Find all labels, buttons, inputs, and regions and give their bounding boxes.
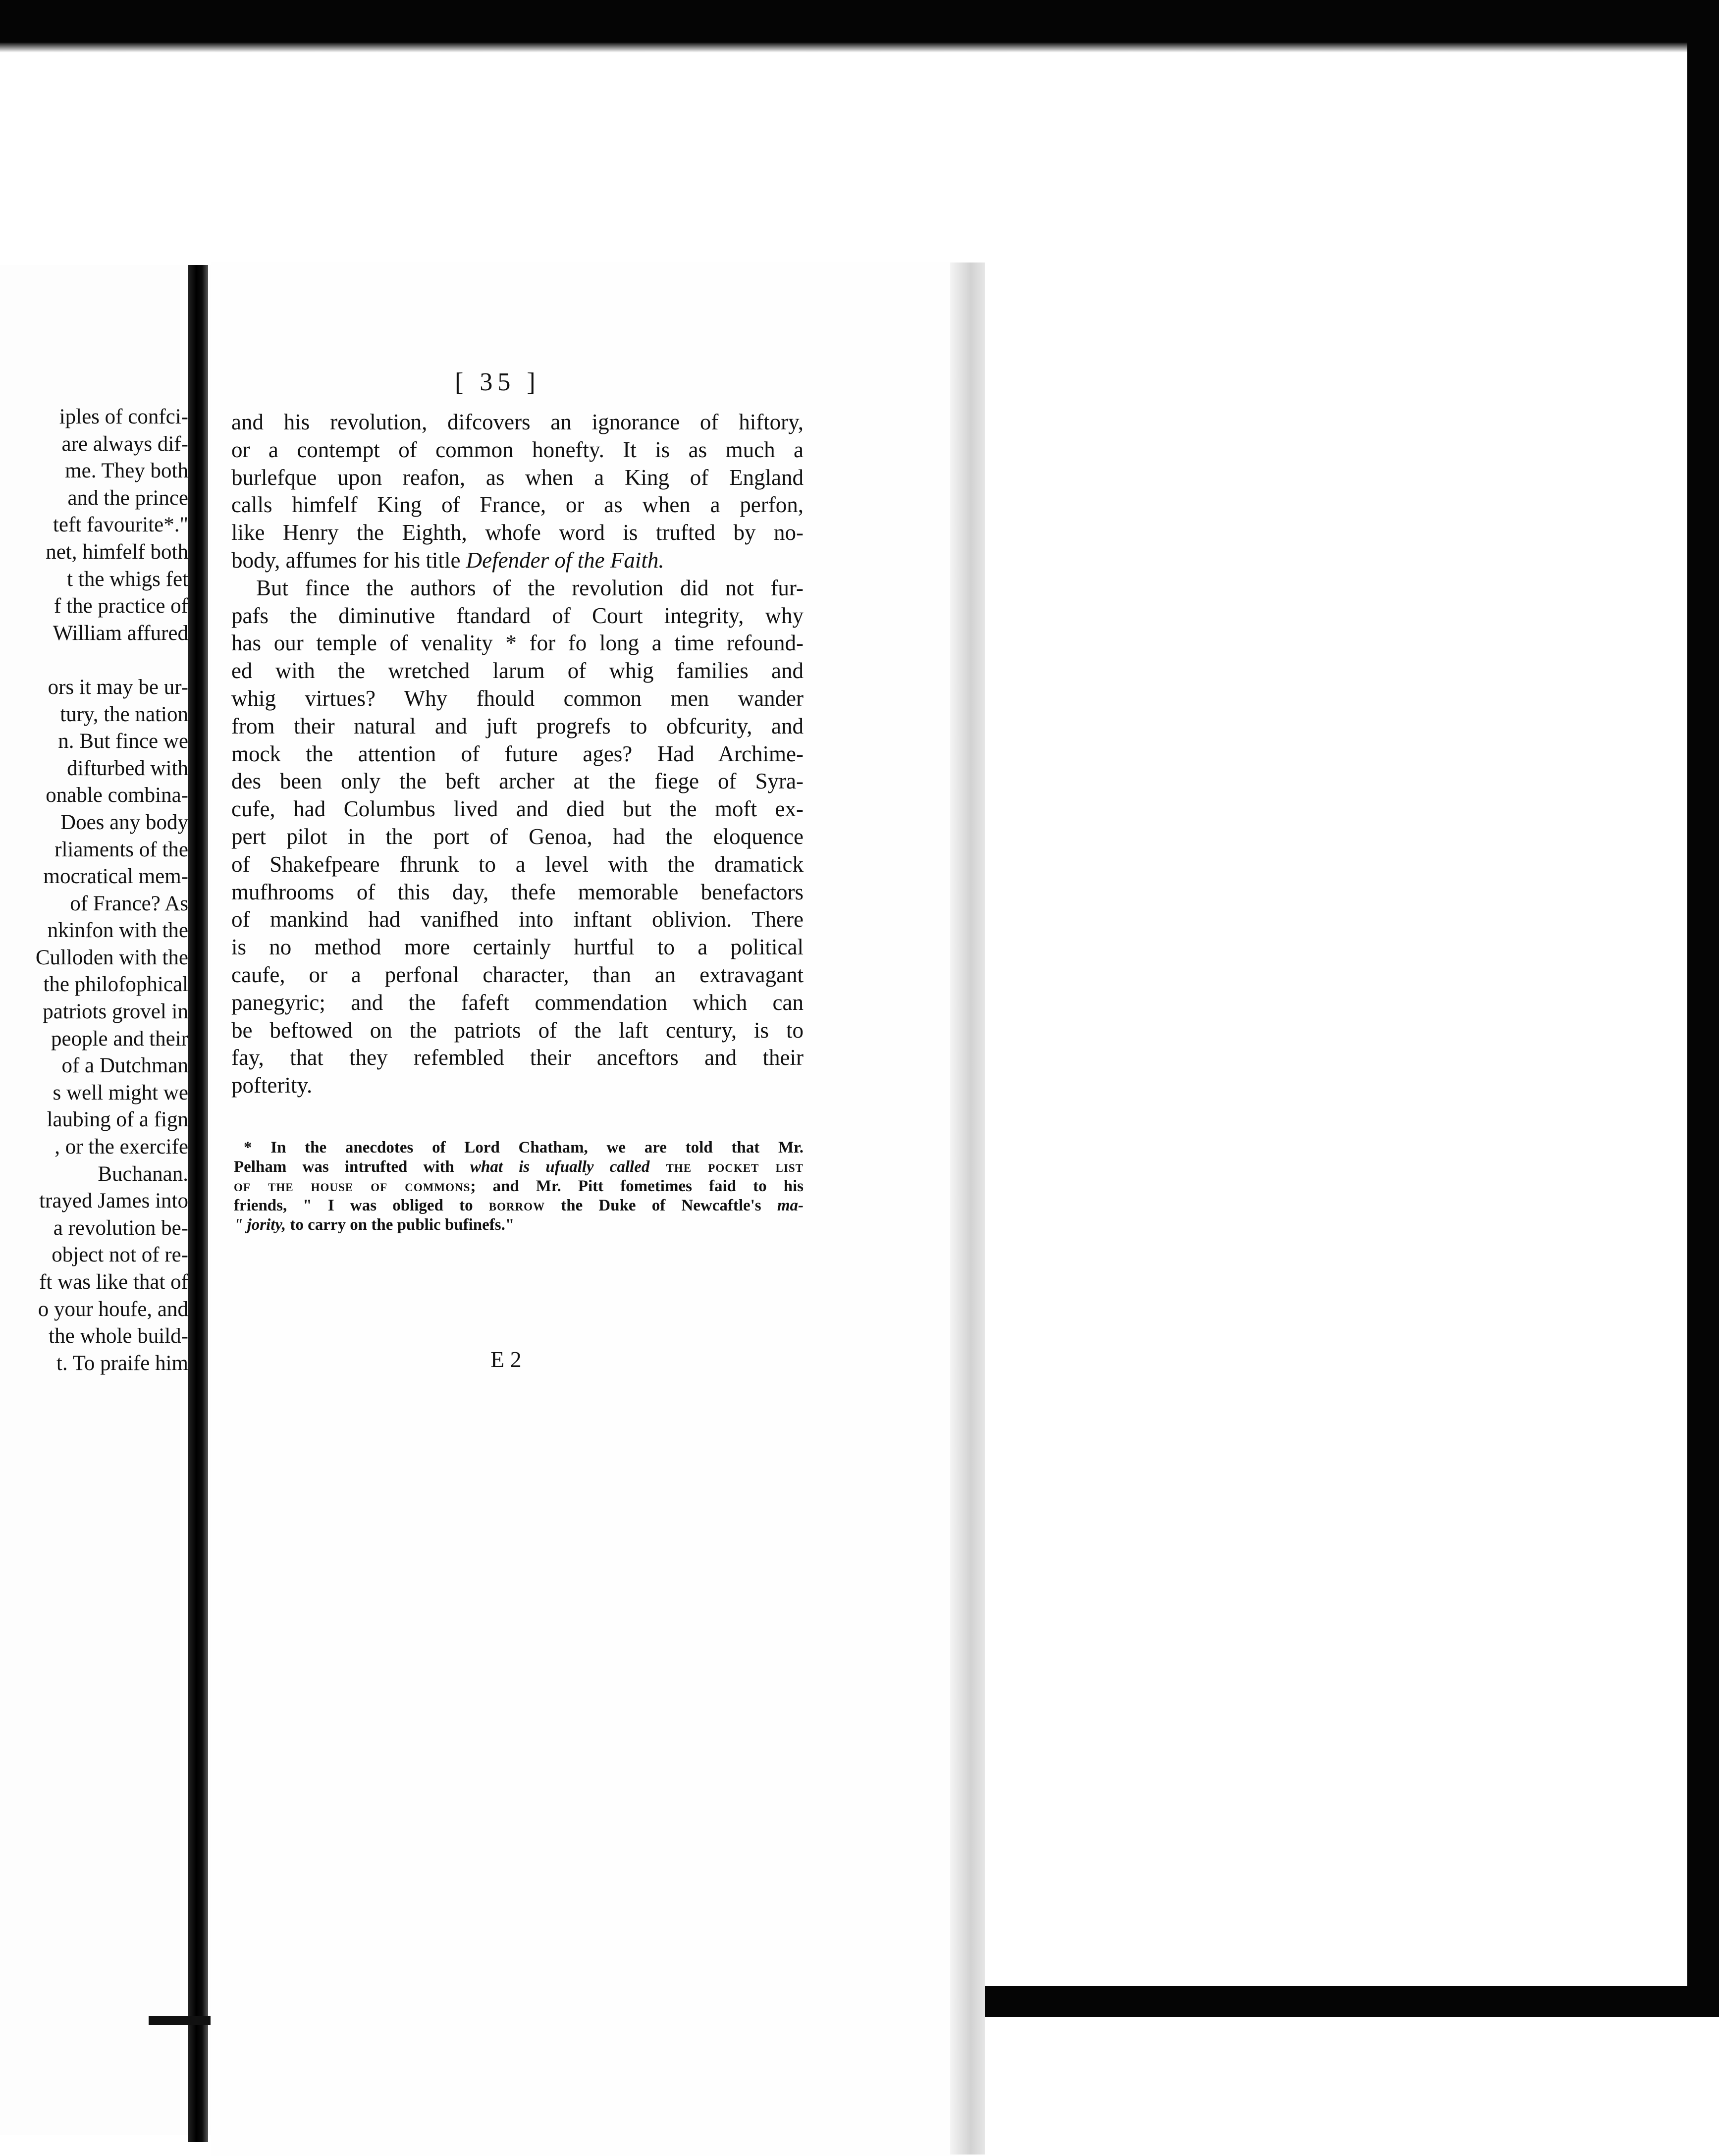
small-caps-run: the pocket list — [649, 1158, 804, 1176]
text-line: be beftowed on the patriots of the laft century, is to — [231, 1017, 804, 1043]
main-text — [231, 409, 804, 1100]
left-text-line: me. They both — [65, 459, 188, 483]
left-text-line: and the prince — [67, 486, 188, 510]
left-text-line: William affured — [53, 621, 188, 645]
book-spine — [188, 265, 208, 2142]
text-line — [231, 547, 804, 575]
left-text-line: laubing of a fign — [47, 1108, 188, 1132]
text-line: caufe, or a perfonal character, than an extravagant — [231, 962, 804, 987]
left-text-line: mocratical mem- — [43, 865, 188, 889]
italic-run: ma- — [777, 1197, 804, 1214]
text-line: whig virtues? Why fhould common men wander — [231, 685, 804, 711]
text-run: ; and Mr. Pitt fometimes faid to his — [470, 1177, 804, 1195]
text-line: pafs the diminutive ftandard of Court integrity, why — [231, 603, 804, 628]
left-text-line: t. To praife him — [56, 1351, 188, 1375]
text-run: to carry on the public bufinefs." — [286, 1216, 515, 1234]
text-line: pofterity. — [231, 1073, 313, 1098]
footnote-line — [234, 1215, 804, 1235]
scan-border-right — [1687, 0, 1719, 2017]
text-line: or a contempt of common honefty. It is as much a — [231, 437, 804, 462]
text-line: des been only the beft archer at the fiege of Syra- — [231, 769, 804, 794]
left-text-line — [0, 647, 188, 674]
text-run: the Duke of Newcaftle's — [545, 1197, 777, 1214]
left-text-line: rliaments of the — [54, 838, 188, 861]
left-text-line: object not of re- — [52, 1243, 188, 1267]
text-line: mock the attention of future ages? Had Archime- — [231, 741, 804, 766]
text-line: burlefque upon reafon, as when a King of England — [231, 465, 804, 490]
text-line: panegyric; and the fafeft commendation which can — [231, 990, 804, 1015]
left-text-line: Does any body — [60, 810, 188, 834]
left-text-line: s well might we — [53, 1081, 188, 1104]
left-text-line: difturbed with — [67, 756, 188, 780]
left-text-line: nkinfon with the — [47, 919, 188, 943]
italic-run: what is ufually called — [470, 1158, 650, 1176]
footnote-line — [234, 1196, 804, 1215]
left-text-line: Culloden with the — [35, 946, 188, 969]
left-text-line: o your houfe, and — [38, 1297, 188, 1321]
text-run: body, affumes for his title — [231, 547, 466, 573]
left-text-line: are always dif- — [61, 432, 188, 456]
left-text-line: tury, the nation — [60, 702, 188, 726]
page-edge — [950, 263, 985, 2155]
scan-border-shadow — [0, 43, 1719, 53]
left-text-line: the whole build- — [49, 1324, 188, 1348]
small-caps-run: of the house of commons — [234, 1177, 471, 1195]
text-line: has our temple of venality * for fo long a time refound- — [231, 631, 804, 656]
footnote — [234, 1138, 804, 1235]
italic-run: " jority, — [234, 1216, 286, 1234]
text-line: like Henry the Eighth, whofe word is trufted by no- — [231, 520, 804, 545]
left-text-line: teft favourite*." — [53, 513, 188, 537]
small-caps-run: borrow — [488, 1197, 545, 1214]
text-line: from their natural and juft progrefs to obfcurity, and — [231, 713, 804, 738]
left-text-line: a revolution be- — [53, 1216, 188, 1240]
left-text-line: the philofophical — [43, 973, 188, 997]
text-line: of Shakefpeare fhrunk to a level with the dramatick — [231, 851, 804, 877]
text-line: fay, that they refembled their anceftors and their — [231, 1045, 804, 1070]
text-run: friends, " I was obliged to — [234, 1197, 489, 1214]
text-line: mufhrooms of this day, thefe memorable benefactors — [231, 879, 804, 904]
page-number: [ 35 ] — [455, 368, 540, 396]
left-text-line: of France? As — [70, 892, 188, 915]
footnote-line — [234, 1177, 804, 1196]
text-line: and his revolution, difcovers an ignorance of hiftory, — [231, 410, 804, 434]
left-text-line: patriots grovel in — [43, 1000, 188, 1024]
italic-title: Defender of the Faith. — [466, 547, 664, 573]
signature-mark: E 2 — [490, 1347, 522, 1372]
text-line: calls himfelf King of France, or as when a perfon, — [231, 492, 804, 518]
left-text-line: , or the exercife — [54, 1135, 188, 1159]
left-text-line: onable combina- — [46, 784, 188, 807]
left-text-line: people and their — [51, 1027, 188, 1051]
footnote-line — [234, 1157, 804, 1177]
left-text-line: ors it may be ur- — [48, 675, 188, 699]
left-text-line: iples of confci- — [59, 405, 188, 428]
left-page-text — [0, 404, 188, 1377]
text-line: cufe, had Columbus lived and died but the moft ex- — [231, 796, 804, 822]
text-line: But fince the authors of the revolution did not fur- — [256, 575, 804, 600]
text-line: pert pilot in the port of Genoa, had the eloquence — [231, 824, 804, 849]
text-line: of mankind had vanifhed into inftant oblivion. There — [231, 907, 804, 932]
left-text-line: f the practice of — [54, 594, 188, 618]
left-text-line: ft was like that of — [39, 1270, 188, 1294]
left-text-line: net, himfelf both — [46, 540, 188, 564]
text-line: is no method more certainly hurtful to a political — [231, 935, 804, 960]
left-text-line: n. But fince we — [58, 730, 188, 753]
left-text-line: Buchanan. — [98, 1162, 188, 1186]
left-text-line: of a Dutchman — [61, 1054, 188, 1078]
scan-border-top — [0, 0, 1719, 43]
footnote-line: * In the anecdotes of Lord Chatham, we are told that Mr. — [244, 1139, 804, 1157]
left-text-line: t the whigs fet — [67, 567, 188, 591]
text-line: ed with the wretched larum of whig families and — [231, 658, 804, 684]
text-run: Pelham was intrufted with — [234, 1158, 470, 1176]
left-text-line: trayed James into — [39, 1189, 188, 1213]
